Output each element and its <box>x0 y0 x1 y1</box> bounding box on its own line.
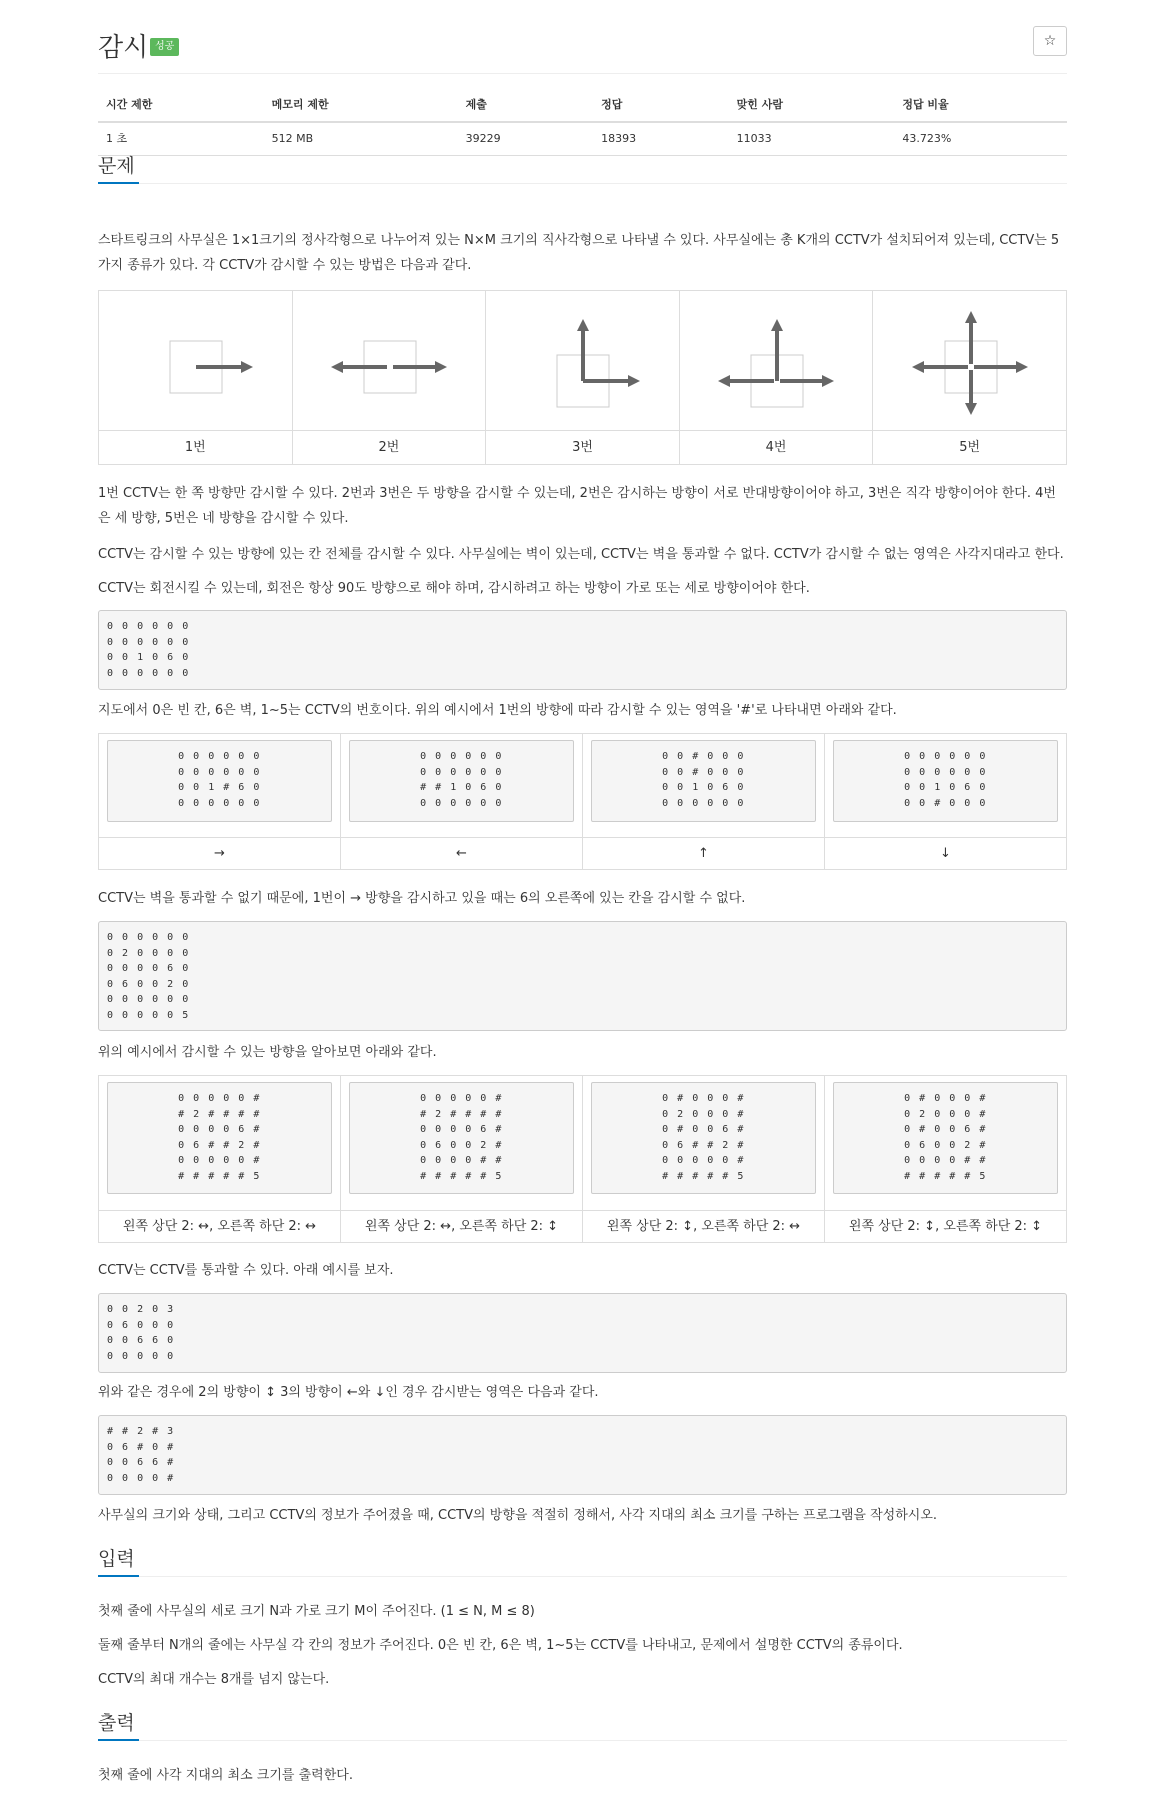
output-text-1: 첫째 줄에 사각 지대의 최소 크기를 출력한다. <box>98 1768 353 1783</box>
cctv-type-2 <box>293 291 487 464</box>
direction-map: 0 # 0 0 0 # 0 2 0 0 0 # 0 # 0 0 6 # 0 6 0 0 2 # 0 0 0 0 # # # # # # # 5 <box>833 1082 1058 1194</box>
cctv-type-1 <box>99 291 293 464</box>
time-limit-value: 1 초 <box>98 122 264 156</box>
direction-grid-2 <box>98 1075 1067 1243</box>
output-section-header <box>98 1707 1067 1741</box>
input-text-1: 첫째 줄에 사무실의 세로 크기 N과 가로 크기 M이 주어진다. (1 ≤ N, M ≤ 8) <box>98 1604 535 1619</box>
status-badge: 성공 <box>150 38 179 56</box>
info-table <box>98 90 1067 156</box>
direction-cell <box>825 1076 1066 1242</box>
cctv-type-label: 5번 <box>873 430 1066 464</box>
cctv-types-grid <box>98 290 1067 465</box>
direction-label: 왼쪽 상단 2: ↔, 오른쪽 하단 2: ↕ <box>341 1210 582 1242</box>
cctv-5-diagram <box>910 307 1030 417</box>
direction-grid-1 <box>98 733 1067 870</box>
cctv-type-label: 4번 <box>680 430 873 464</box>
example-map-4: # # 2 # 3 0 6 # 0 # 0 0 6 6 # 0 0 0 0 # <box>98 1415 1067 1495</box>
page-title: 감시 <box>98 33 149 63</box>
problem-text-2: 1번 CCTV는 한 쪽 방향만 감시할 수 있다. 2번과 3번은 두 방향을 감시할 수 있는데, 2번은 감시하는 방향이 서로 반대방향이어야 하고, 3번은 직각 방향이어야 한다. 4번은 세 방향, 5번은 네 방향을 감시할 수 있다. <box>98 486 1056 526</box>
problem-text-10: 사무실의 크기와 상태, 그리고 CCTV의 정보가 주어졌을 때, CCTV의 방향을 적절히 정해서, 사각 지대의 최소 크기를 구하는 프로그램을 작성하시오. <box>98 1508 938 1523</box>
problem-text-9: 위와 같은 경우에 2의 방향이 ↕ 3의 방향이 ←와 ↓인 경우 감시받는 영역은 다음과 같다. <box>98 1385 599 1400</box>
problem-text-4: CCTV는 회전시킬 수 있는데, 회전은 항상 90도 방향으로 해야 하며, 감시하려고 하는 방향이 가로 또는 세로 방향이어야 한다. <box>98 581 810 596</box>
direction-label: ← <box>341 837 582 869</box>
problem-text-3: CCTV는 감시할 수 있는 방향에 있는 칸 전체를 감시할 수 있다. 사무실에는 벽이 있는데, CCTV는 벽을 통과할 수 없다. CCTV가 감시할 수 없는 영역은 사각지대라고 한다. <box>98 547 1064 562</box>
direction-label: 왼쪽 상단 2: ↔, 오른쪽 하단 2: ↔ <box>99 1210 340 1242</box>
cctv-type-3 <box>486 291 680 464</box>
col-memory-limit: 메모리 제한 <box>264 90 458 122</box>
problem-heading: 문제 <box>98 150 139 184</box>
input-text-2: 둘째 줄부터 N개의 줄에는 사무실 각 칸의 정보가 주어진다. 0은 빈 칸, 6은 벽, 1~5는 CCTV를 나타내고, 문제에서 설명한 CCTV의 종류이다. <box>98 1638 903 1653</box>
problem-text-8: CCTV는 CCTV를 통과할 수 있다. 아래 예시를 보자. <box>98 1263 394 1278</box>
direction-map: 0 0 0 0 0 0 0 0 0 0 0 0 0 0 1 # 6 0 0 0 0 0 0 0 <box>107 740 332 822</box>
cctv-type-4 <box>680 291 874 464</box>
cctv-type-label: 2번 <box>293 430 486 464</box>
direction-map: 0 0 0 0 0 0 0 0 0 0 0 0 # # 1 0 6 0 0 0 0 0 0 0 <box>349 740 574 822</box>
col-accept-ratio: 정답 비율 <box>894 90 1067 122</box>
submissions-value: 39229 <box>458 122 594 156</box>
direction-map: 0 0 0 0 0 0 0 0 0 0 0 0 0 0 1 0 6 0 0 0 # 0 0 0 <box>833 740 1058 822</box>
direction-cell <box>99 1076 341 1242</box>
cctv-type-label: 1번 <box>99 430 292 464</box>
problem-section-header <box>98 150 1067 184</box>
direction-label: 왼쪽 상단 2: ↕, 오른쪽 하단 2: ↔ <box>583 1210 824 1242</box>
table-header-row <box>98 90 1067 122</box>
cctv-2-diagram <box>329 307 449 417</box>
col-time-limit: 시간 제한 <box>98 90 264 122</box>
memory-limit-value: 512 MB <box>264 122 458 156</box>
problem-text-6: CCTV는 벽을 통과할 수 없기 때문에, 1번이 → 방향을 감시하고 있을 때는 6의 오른쪽에 있는 칸을 감시할 수 없다. <box>98 891 746 906</box>
direction-map: 0 # 0 0 0 # 0 2 0 0 0 # 0 # 0 0 6 # 0 6 # # 2 # 0 0 0 0 0 # # # # # # 5 <box>591 1082 816 1194</box>
star-icon: ☆ <box>1043 33 1057 49</box>
direction-label: 왼쪽 상단 2: ↕, 오른쪽 하단 2: ↕ <box>825 1210 1066 1242</box>
direction-label: → <box>99 837 340 869</box>
problem-text-7: 위의 예시에서 감시할 수 있는 방향을 알아보면 아래와 같다. <box>98 1045 437 1060</box>
direction-label: ↑ <box>583 837 824 869</box>
input-heading: 입력 <box>98 1543 139 1577</box>
problem-text-1: 스타트링크의 사무실은 1×1크기의 정사각형으로 나누어져 있는 N×M 크기의 직사각형으로 나타낼 수 있다. 사무실에는 총 K개의 CCTV가 설치되어져 있는데, CCTV는 5가지 종류가 있다. 각 CCTV가 감시할 수 있는 방법은 다음과 같다. <box>98 233 1060 273</box>
accepted-value: 18393 <box>593 122 729 156</box>
direction-map: 0 0 # 0 0 0 0 0 # 0 0 0 0 0 1 0 6 0 0 0 0 0 0 0 <box>591 740 816 822</box>
direction-cell <box>583 734 825 869</box>
input-text-3: CCTV의 최대 개수는 8개를 넘지 않는다. <box>98 1672 330 1687</box>
cctv-1-diagram <box>135 307 255 417</box>
col-accepted: 정답 <box>593 90 729 122</box>
solved-users-value: 11033 <box>729 122 895 156</box>
col-submissions: 제출 <box>458 90 594 122</box>
example-map-2: 0 0 0 0 0 0 0 2 0 0 0 0 0 0 0 0 6 0 0 6 0 0 2 0 0 0 0 0 0 0 0 0 0 0 0 5 <box>98 921 1067 1031</box>
direction-map: 0 0 0 0 0 # # 2 # # # # 0 0 0 0 6 # 0 6 # # 2 # 0 0 0 0 0 # # # # # # 5 <box>107 1082 332 1194</box>
col-solved-users: 맞힌 사람 <box>729 90 895 122</box>
direction-cell <box>341 734 583 869</box>
accept-ratio-value: 43.723% <box>894 122 1067 156</box>
output-heading: 출력 <box>98 1707 139 1741</box>
direction-label: ↓ <box>825 837 1066 869</box>
problem-text-5: 지도에서 0은 빈 칸, 6은 벽, 1~5는 CCTV의 번호이다. 위의 예시에서 1번의 방향에 따라 감시할 수 있는 영역을 '#'로 나타내면 아래와 같다. <box>98 703 897 718</box>
direction-map: 0 0 0 0 0 # # 2 # # # # 0 0 0 0 6 # 0 6 0 0 2 # 0 0 0 0 # # # # # # # 5 <box>349 1082 574 1194</box>
example-map-3: 0 0 2 0 3 0 6 0 0 0 0 0 6 6 0 0 0 0 0 0 <box>98 1293 1067 1373</box>
cctv-3-diagram <box>522 307 642 417</box>
direction-cell <box>99 734 341 869</box>
direction-cell <box>341 1076 583 1242</box>
example-map-1: 0 0 0 0 0 0 0 0 0 0 0 0 0 0 1 0 6 0 0 0 0 0 0 0 <box>98 610 1067 690</box>
cctv-type-5 <box>873 291 1066 464</box>
title-row <box>98 22 1067 74</box>
input-section-header <box>98 1543 1067 1577</box>
cctv-type-label: 3번 <box>486 430 679 464</box>
direction-cell <box>825 734 1066 869</box>
cctv-4-diagram <box>716 307 836 417</box>
star-button[interactable] <box>1033 26 1067 56</box>
direction-cell <box>583 1076 825 1242</box>
